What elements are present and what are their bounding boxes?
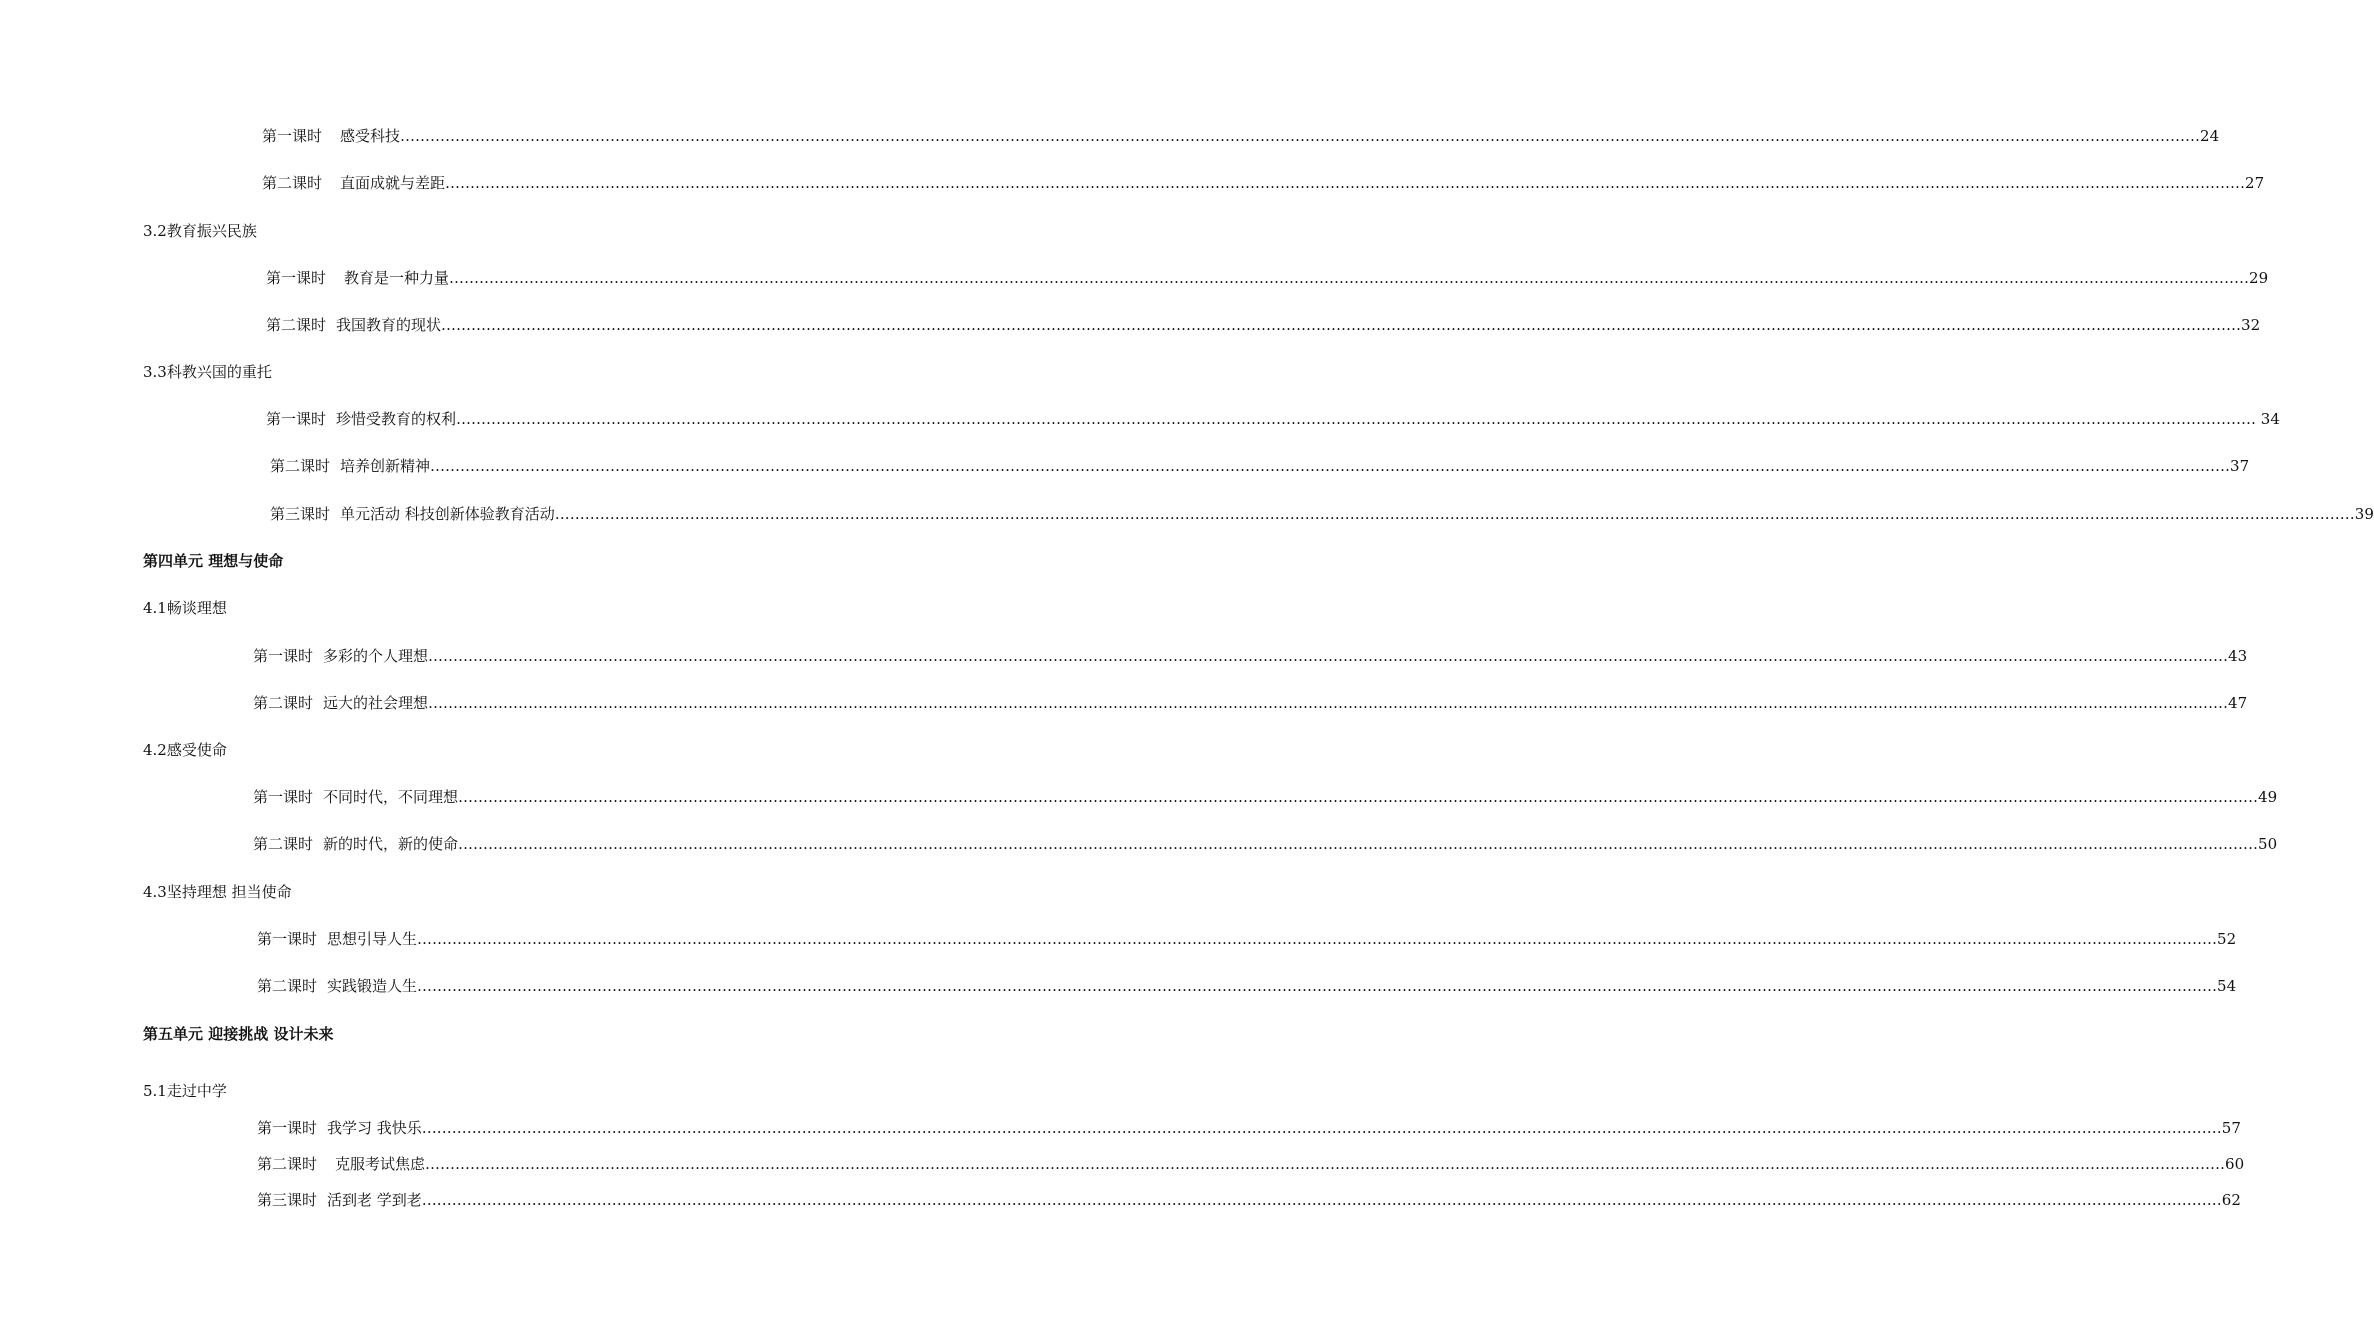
page-number: 47 [2228, 694, 2248, 712]
page-number: 49 [2258, 788, 2278, 806]
dot-leader: ……………………………………………………………………………………………………………………………………………………………………………………………………………………………………………………………………………………………………………………………… [417, 977, 2218, 995]
lesson-title: 不同时代，不同理想 [323, 788, 459, 806]
toc-entry[interactable] [253, 787, 2278, 807]
toc-entry[interactable] [253, 646, 2248, 666]
toc-entry[interactable] [266, 315, 2261, 335]
lesson-title: 单元活动 科技创新体验教育活动 [340, 505, 555, 523]
section-heading[interactable]: 5.1走过中学 [143, 1082, 227, 1100]
toc-entry[interactable] [253, 834, 2278, 854]
dot-leader: ……………………………………………………………………………………………………………………………………………………………………………………………………………………………………………………………………………………………………………………………… [421, 1119, 2222, 1137]
dot-leader: ……………………………………………………………………………………………………………………………………………………………………………………………………………………………………………………………………………………………………………………………… [430, 457, 2231, 475]
lesson-number: 第二课时 [257, 977, 318, 995]
dot-leader: ……………………………………………………………………………………………………………………………………………………………………………………………………………………………………………………………………………………………………………………………… [428, 694, 2229, 712]
page-number: 32 [2241, 316, 2261, 334]
page-number: 57 [2221, 1119, 2241, 1137]
page-number: 39 [2354, 505, 2374, 523]
lesson-number: 第三课时 [270, 505, 331, 523]
page-number: 27 [2245, 174, 2265, 192]
lesson-number: 第二课时 [257, 1155, 318, 1173]
lesson-number: 第一课时 [253, 788, 314, 806]
toc-entry[interactable] [253, 693, 2248, 713]
dot-leader: ……………………………………………………………………………………………………………………………………………………………………………………………………………………………………………………………………………………………………………………………… [441, 316, 2242, 334]
dot-leader: ……………………………………………………………………………………………………………………………………………………………………………………………………………………………………………………………………………………………………………………………… [428, 647, 2229, 665]
dot-leader: ……………………………………………………………………………………………………………………………………………………………………………………………………………………………………………………………………………………………………………………………… [400, 127, 2201, 145]
toc-entry[interactable] [262, 173, 2265, 193]
toc-entry[interactable] [266, 268, 2269, 288]
section-heading[interactable]: 4.3坚持理想 担当使命 [143, 883, 292, 901]
dot-leader: ……………………………………………………………………………………………………………………………………………………………………………………………………………………………………………………………………………………………………………………………… [449, 269, 2250, 287]
toc-entry[interactable] [270, 504, 2374, 524]
lesson-number: 第一课时 [257, 930, 318, 948]
section-heading[interactable]: 4.2感受使命 [143, 741, 227, 759]
section-heading[interactable]: 3.2教育振兴民族 [143, 222, 257, 240]
unit-heading[interactable]: 第四单元 理想与使命 [143, 552, 284, 570]
lesson-title: 我学习 我快乐 [327, 1119, 422, 1137]
toc-entry[interactable] [257, 1118, 2241, 1138]
lesson-title: 多彩的个人理想 [323, 647, 429, 665]
toc-entry[interactable] [257, 1154, 2245, 1174]
toc-entry[interactable] [257, 929, 2237, 949]
toc-entry[interactable] [257, 1190, 2241, 1210]
page-number: 24 [2200, 127, 2220, 145]
lesson-number: 第一课时 [266, 410, 327, 428]
page-number: 37 [2230, 457, 2250, 475]
toc-entry[interactable] [270, 456, 2250, 476]
page-number: 52 [2217, 930, 2237, 948]
section-heading[interactable]: 4.1畅谈理想 [143, 599, 227, 617]
dot-leader: ……………………………………………………………………………………………………………………………………………………………………………………………………………………………………………………………………………………………………………………………… [458, 788, 2259, 806]
lesson-title: 直面成就与差距 [340, 174, 446, 192]
lesson-title: 我国教育的现状 [336, 316, 442, 334]
page-number: 50 [2258, 835, 2278, 853]
lesson-number: 第三课时 [257, 1191, 318, 1209]
dot-leader: ……………………………………………………………………………………………………………………………………………………………………………………………………………………………………………………………………………………………………………………………… [458, 835, 2259, 853]
unit-heading[interactable]: 第五单元 迎接挑战 设计未来 [143, 1025, 334, 1043]
lesson-number: 第一课时 [253, 647, 314, 665]
lesson-title: 珍惜受教育的权利 [336, 410, 457, 428]
page-number: 34 [2256, 410, 2280, 428]
lesson-number: 第二课时 [253, 835, 314, 853]
lesson-number: 第二课时 [262, 174, 323, 192]
page-number: 62 [2221, 1191, 2241, 1209]
page-number: 54 [2217, 977, 2237, 995]
section-heading[interactable]: 3.3科教兴国的重托 [143, 363, 272, 381]
dot-leader: ……………………………………………………………………………………………………………………………………………………………………………………………………………………………………………………………………………………………………………………………… [554, 505, 2355, 523]
lesson-number: 第二课时 [253, 694, 314, 712]
dot-leader: ……………………………………………………………………………………………………………………………………………………………………………………………………………………………………………………………………………………………………………………………… [421, 1191, 2222, 1209]
toc-entry[interactable] [257, 976, 2237, 996]
page-number: 29 [2249, 269, 2269, 287]
dot-leader: ……………………………………………………………………………………………………………………………………………………………………………………………………………………………………………………………………………………………………………………………… [425, 1155, 2226, 1173]
page-number: 60 [2225, 1155, 2245, 1173]
lesson-number: 第一课时 [266, 269, 327, 287]
lesson-title: 实践锻造人生 [327, 977, 418, 995]
dot-leader: ……………………………………………………………………………………………………………………………………………………………………………………………………………………………………………………………………………………………………………………………… [456, 410, 2257, 428]
lesson-title: 活到老 学到老 [327, 1191, 422, 1209]
dot-leader: ……………………………………………………………………………………………………………………………………………………………………………………………………………………………………………………………………………………………………………………………… [417, 930, 2218, 948]
lesson-title: 教育是一种力量 [344, 269, 450, 287]
lesson-number: 第一课时 [257, 1119, 318, 1137]
toc-entry[interactable] [266, 409, 2280, 429]
lesson-title: 远大的社会理想 [323, 694, 429, 712]
toc-entry[interactable] [262, 126, 2220, 146]
lesson-number: 第二课时 [270, 457, 331, 475]
lesson-title: 克服考试焦虑 [335, 1155, 426, 1173]
lesson-number: 第一课时 [262, 127, 323, 145]
dot-leader: ……………………………………………………………………………………………………………………………………………………………………………………………………………………………………………………………………………………………………………………………… [445, 174, 2246, 192]
lesson-title: 新的时代，新的使命 [323, 835, 459, 853]
lesson-title: 培养创新精神 [340, 457, 431, 475]
lesson-title: 感受科技 [340, 127, 401, 145]
lesson-title: 思想引导人生 [327, 930, 418, 948]
page-number: 43 [2228, 647, 2248, 665]
lesson-number: 第二课时 [266, 316, 327, 334]
